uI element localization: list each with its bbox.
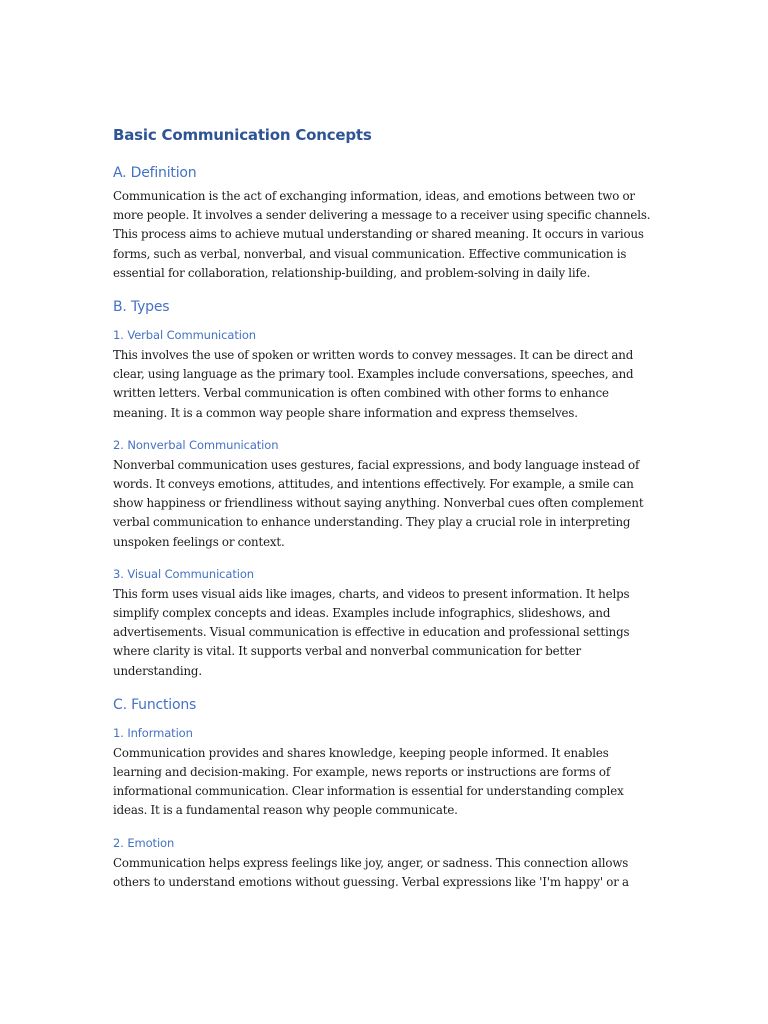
heading-types: B. Types [113,299,170,316]
definition-paragraph: Communication is the act of exchanging information, ideas, and emotions between two or more people. It involves a sender delivering a message to a receiver using specific channels. This process aims to achieve mutual understanding or shared meaning. It occurs in various forms, such as verbal, nonverbal, and visual communication. Effective communication is essential for collaboration, relationship-building, and problem-solving in daily life. [113,189,651,280]
document-title: Basic Communication Concepts [113,126,372,144]
heading-visual-communication: 3. Visual Communication [113,566,254,581]
heading-verbal-communication: 1. Verbal Communication [113,328,256,343]
heading-emotion: 2. Emotion [113,835,175,850]
heading-nonverbal-communication: 2. Nonverbal Communication [113,437,279,452]
heading-functions: C. Functions [113,696,197,713]
document-page [113,124,658,906]
visual-communication-paragraph: This form uses visual aids like images, charts, and videos to present information. It helps simplify complex concepts and ideas. Examples include infographics, slideshows, and advertisements. Visual communication is effective in education and professional settings where clarity is vital. It supports verbal and nonverbal communication for better understanding. [113,586,630,678]
emotion-paragraph: Communication helps express feelings like joy, anger, or sadness. This connection allows others to understand emotions without guessing. Verbal expressions like 'I'm happy' or a [113,855,629,889]
verbal-communication-paragraph: This involves the use of spoken or written words to convey messages. It can be direct and clear, using language as the primary tool. Examples include conversations, speeches, and written letters. Verbal communication is often combined with other forms to enhance meaning. It is a common way people share information and express themselves. [113,348,634,420]
heading-definition: A. Definition [113,165,197,181]
heading-information: 1. Information [113,725,193,740]
nonverbal-communication-paragraph: Nonverbal communication uses gestures, facial expressions, and body language instead of words. It conveys emotions, attitudes, and intentions effectively. For example, a smile can show happiness or friendliness without saying anything. Nonverbal cues often complement verbal communication to enhance understanding. They play a crucial role in interpreting unspoken feelings or context. [113,457,644,549]
information-paragraph: Communication provides and shares knowledge, keeping people informed. It enables learning and decision-making. For example, news reports or instructions are forms of informational communication. Clear information is essential for understanding complex ideas. It is a fundamental reason why people communicate. [113,745,624,818]
